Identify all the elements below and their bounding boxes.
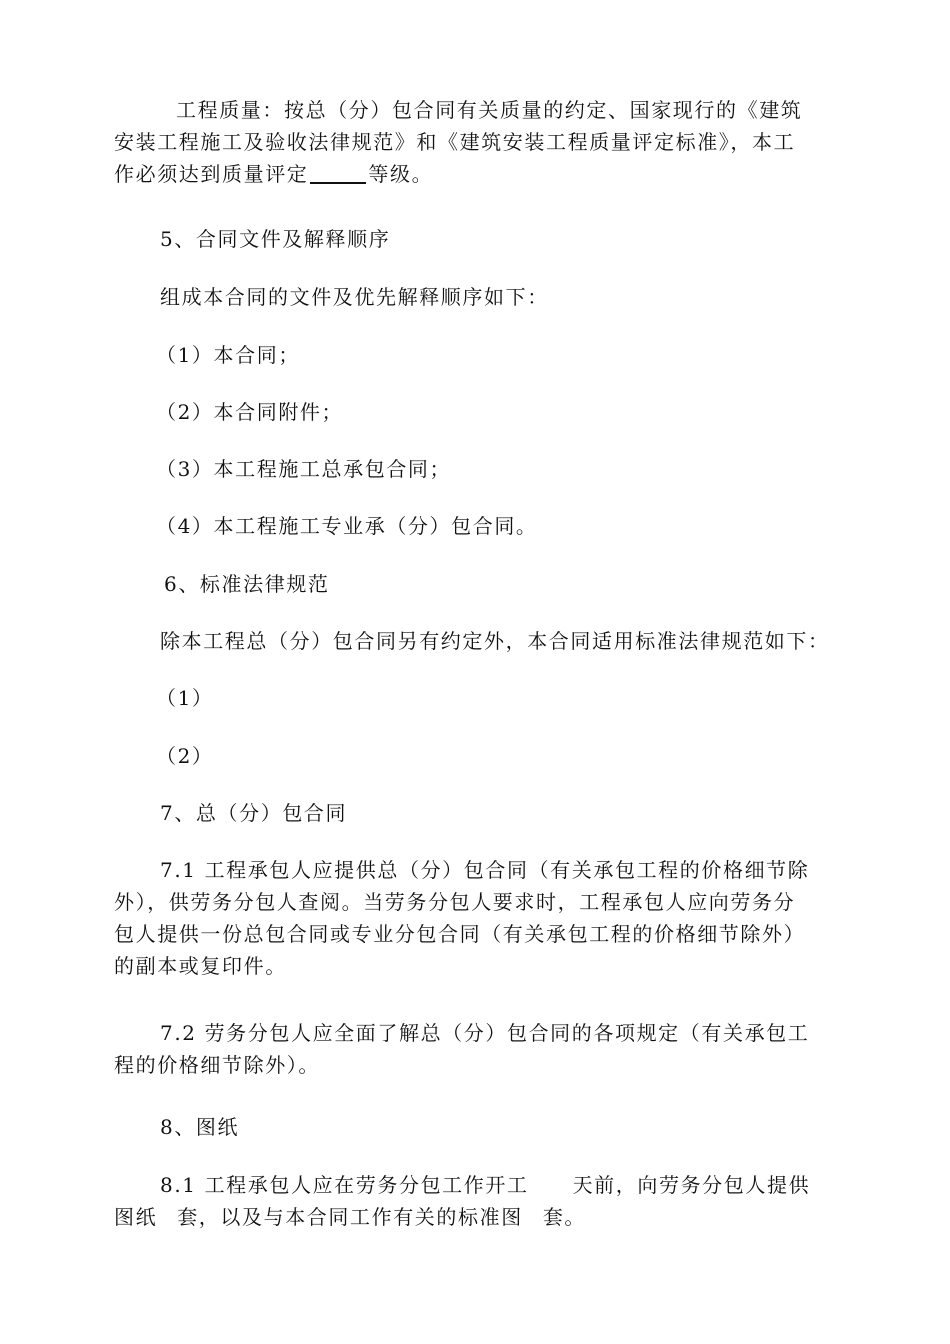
section-8-1-line-2-part-c: 套。 xyxy=(542,1205,587,1229)
section-8-heading: 8、图纸 xyxy=(160,1115,240,1139)
section-8-1-line-1-part-a: 8.1 工程承包人应在劳务分包工作开工 xyxy=(160,1173,529,1197)
quality-line-3-suffix: 等级。 xyxy=(368,162,434,186)
section-7-2-line-1: 7.2 劳务分包人应全面了解总（分）包合同的各项规定（有关承包工 xyxy=(160,1021,810,1045)
section-8-1-line-2 xyxy=(114,1201,834,1233)
section-8-1-line-2-part-a: 图纸 xyxy=(114,1205,158,1229)
section-6-intro: 除本工程总（分）包合同另有约定外，本合同适用标准法律规范如下： xyxy=(160,629,830,653)
section-8-1-paragraph xyxy=(114,1169,834,1233)
section-5-item-3: （3）本工程施工总承包合同； xyxy=(156,457,452,481)
section-6-heading: 6、标准法律规范 xyxy=(164,572,330,596)
quality-line-1: 工程质量：按总（分）包合同有关质量的约定、国家现行的《建筑 xyxy=(176,98,803,122)
section-5-item-4: （4）本工程施工专业承（分）包合同。 xyxy=(156,514,538,538)
section-5-item-2: （2）本合同附件； xyxy=(156,400,344,424)
section-7-1-line-1: 7.1 工程承包人应提供总（分）包合同（有关承包工程的价格细节除 xyxy=(160,858,810,882)
section-6-item-2: （2） xyxy=(156,744,214,768)
section-5-item-1: （1）本合同； xyxy=(156,343,300,367)
section-7-2-line-2: 程的价格细节除外）。 xyxy=(114,1053,320,1077)
quality-line-2: 安装工程施工及验收法律规范》和《建筑安装工程质量评定标准》，本工 xyxy=(114,130,796,154)
section-8-1-line-2-part-b: 套，以及与本合同工作有关的标准图 xyxy=(177,1205,523,1229)
quality-line-3 xyxy=(114,158,834,190)
section-8-1-line-1 xyxy=(114,1169,834,1201)
quality-paragraph xyxy=(114,94,834,190)
section-5-heading: 5、合同文件及解释顺序 xyxy=(160,227,391,251)
section-6-item-1: （1） xyxy=(156,686,214,710)
quality-line-3-text: 作必须达到质量评定 xyxy=(114,162,309,186)
section-7-1-paragraph xyxy=(114,854,834,982)
section-5-intro: 组成本合同的文件及优先解释顺序如下： xyxy=(160,285,549,309)
section-7-1-line-4: 的副本或复印件。 xyxy=(114,954,287,978)
section-8-1-line-1-part-b: 天前，向劳务分包人提供 xyxy=(572,1173,811,1197)
section-7-2-paragraph xyxy=(114,1017,834,1081)
quality-grade-blank xyxy=(310,162,366,184)
section-7-1-line-3: 包人提供一份总包合同或专业分包合同（有关承包工程的价格细节除外） xyxy=(114,922,806,946)
section-7-heading: 7、总（分）包合同 xyxy=(160,801,348,825)
section-7-1-line-2: 外），供劳务分包人查阅。当劳务分包人要求时，工程承包人应向劳务分 xyxy=(114,890,796,914)
